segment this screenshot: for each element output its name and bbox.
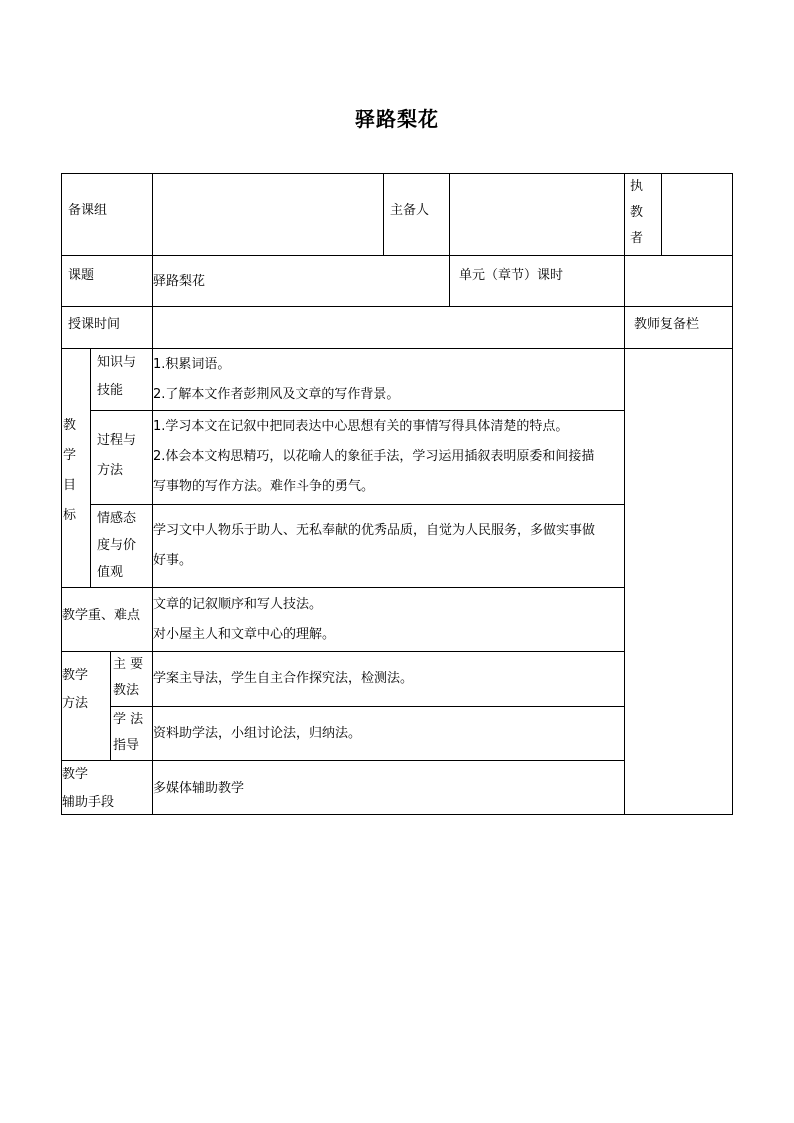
executor-label: 执 教 者 xyxy=(624,173,661,255)
emotion-label: 情感态 度与价 值观 xyxy=(90,504,152,587)
knowledge-label: 知识与 技能 xyxy=(90,348,152,410)
teaching-method-label: 主 要 教法 xyxy=(110,651,152,706)
main-preparer-value xyxy=(449,173,624,255)
main-preparer-label: 主备人 xyxy=(383,173,449,255)
learning-method-value: 资料助学法，小组讨论法，归纳法。 xyxy=(152,706,624,760)
teaching-method-value: 学案主导法，学生自主合作探究法，检测法。 xyxy=(152,651,624,706)
executor-value xyxy=(661,173,733,255)
prep-group-value xyxy=(152,173,383,255)
prep-group-label: 备课组 xyxy=(61,173,152,255)
page-title: 驿路梨花 xyxy=(355,107,439,131)
aids-label: 教学 辅助手段 xyxy=(61,760,152,815)
aids-value: 多媒体辅助教学 xyxy=(152,760,624,815)
unit-label: 单元（章节）课时 xyxy=(449,255,624,306)
review-label: 教师复备栏 xyxy=(624,306,733,348)
methods-label: 教学 方法 xyxy=(61,651,110,760)
topic-label: 课题 xyxy=(61,255,152,306)
topic-value: 驿路梨花 xyxy=(152,255,449,306)
unit-value xyxy=(624,255,733,306)
key-points-content: 文章的记叙顺序和写人技法。 对小屋主人和文章中心的理解。 xyxy=(152,587,624,651)
goals-label: 教 学 目 标 xyxy=(61,348,90,587)
process-content: 1.学习本文在记叙中把同表达中心思想有关的事情写得具体清楚的特点。 2.体会本文构思精巧，以花喻人的象征手法，学习运用插叙表明原委和间接描 写事物的写作方法。难作斗争的勇气。 xyxy=(152,410,624,504)
learning-method-label: 学 法 指导 xyxy=(110,706,152,760)
emotion-content: 学习文中人物乐于助人、无私奉献的优秀品质，自觉为人民服务，多做实事做 好事。 xyxy=(152,504,624,587)
time-value xyxy=(152,306,624,348)
time-label: 授课时间 xyxy=(61,306,152,348)
process-label: 过程与 方法 xyxy=(90,410,152,504)
key-points-label: 教学重、难点 xyxy=(61,587,152,651)
knowledge-content: 1.积累词语。 2.了解本文作者彭荆风及文章的写作背景。 xyxy=(152,348,624,410)
review-column xyxy=(624,348,733,815)
